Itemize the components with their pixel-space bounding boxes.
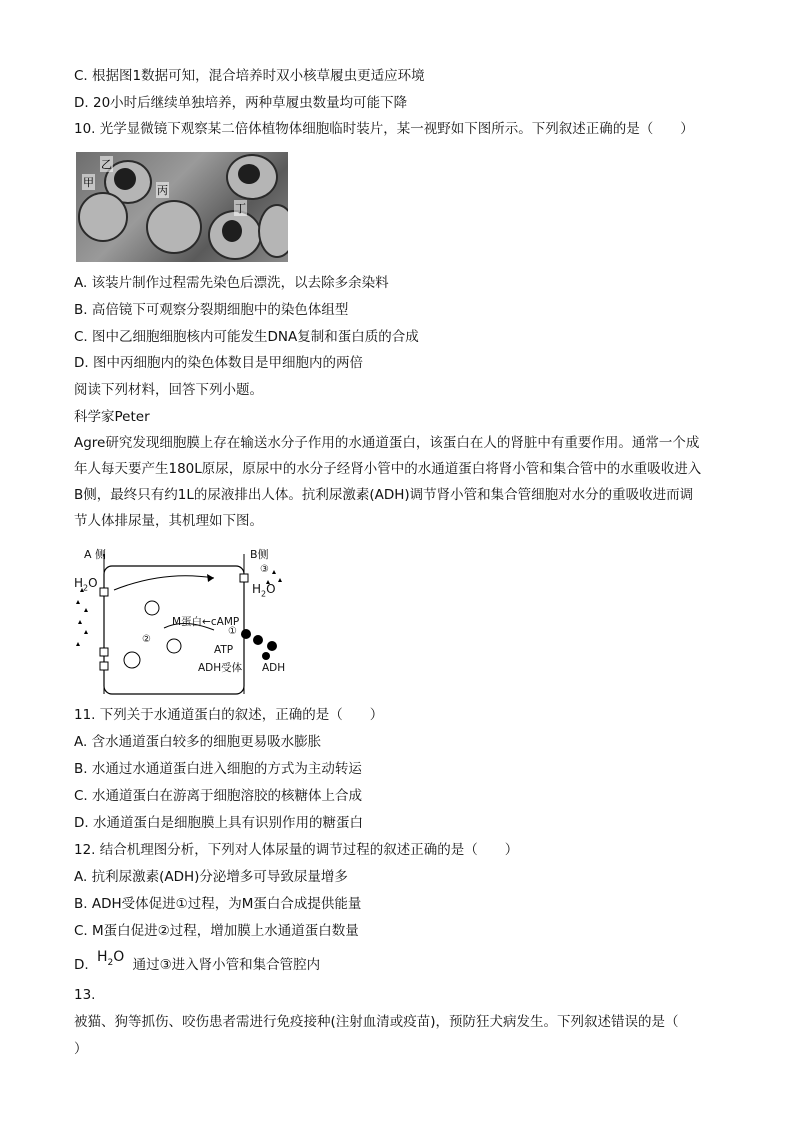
step1-label: ① [228, 626, 237, 637]
micrograph-figure [76, 152, 288, 262]
adh-mechanism-diagram [74, 548, 304, 698]
q9-option-c: C. 根据图1数据可知，混合培养时双小核草履虫更适应环境 [74, 68, 425, 84]
q11-option-a: A. 含水通道蛋白较多的细胞更易吸水膨胀 [74, 734, 322, 750]
adh-receptor-dot [241, 629, 251, 639]
m-protein-label: M蛋白←cAMP [172, 616, 240, 628]
adh-label: ADH [262, 662, 286, 674]
channel-a [100, 648, 108, 656]
q13-stem-end: ） [74, 1041, 88, 1057]
material-line: Agre研究发现细胞膜上存在输送水分子作用的水通道蛋白，该蛋白在人的肾脏中有重要作用。通常一个成 [74, 435, 700, 451]
vesicle [145, 601, 159, 615]
q11-option-c: C. 水通道蛋白在游离于细胞溶胶的核糖体上合成 [74, 788, 363, 804]
material-line: 节人体排尿量，其机理如下图。 [74, 513, 263, 529]
nucleus [222, 220, 242, 242]
arrow-head [207, 574, 214, 582]
cell [258, 204, 288, 258]
label-yi: 乙 [101, 158, 112, 171]
q10-option-a: A. 该装片制作过程需先染色后漂洗，以去除多余染料 [74, 275, 389, 291]
material-line: 年人每天要产生180L原尿，原尿中的水分子经肾小管中的水通道蛋白将肾小管和集合管中的水重吸收进入 [74, 461, 702, 477]
label-ding: 丁 [235, 202, 246, 215]
atp-label: ATP [214, 644, 234, 656]
h2o-formula: $H_2O$ [96, 949, 125, 968]
label-jia: 甲 [83, 176, 94, 189]
nucleus [238, 164, 260, 184]
water-arrow [114, 576, 214, 590]
q11-stem: 11. 下列关于水通道蛋白的叙述，正确的是（ ） [74, 707, 384, 723]
q12-option-d [74, 949, 321, 981]
q13-stem: 被猫、狗等抓伤、咬伤患者需进行免疫接种(注射血清或疫苗)，预防狂犬病发生。下列叙述错误的是（ [74, 1014, 679, 1030]
channel-a [100, 588, 108, 596]
label-bing: 丙 [157, 184, 168, 197]
q9-option-d: D. 20小时后继续单独培养，两种草履虫数量均可能下降 [74, 95, 408, 111]
nucleus [114, 168, 136, 190]
h2o-left-label: $H_2O$ [74, 576, 98, 593]
adh-receptor-label: ADH受体 [198, 662, 243, 674]
cell-jia [78, 192, 128, 242]
step3-label: ③ [260, 564, 269, 575]
option-text: 通过③进入肾小管和集合管腔内 [132, 957, 321, 973]
q12-option-c: C. M蛋白促进②过程，增加膜上水通道蛋白数量 [74, 923, 359, 939]
side-a-label: A 侧 [84, 548, 107, 561]
material-intro: 阅读下列材料，回答下列小题。 [74, 382, 263, 398]
q12-option-b: B. ADH受体促进①过程，为M蛋白合成提供能量 [74, 896, 362, 912]
cell [146, 200, 202, 254]
q12-option-a: A. 抗利尿激素(ADH)分泌增多可导致尿量增多 [74, 869, 348, 885]
q10-option-b: B. 高倍镜下可观察分裂期细胞中的染色体组型 [74, 302, 349, 318]
step2-label: ② [142, 634, 151, 645]
adh-dot [262, 652, 270, 660]
q12-stem: 12. 结合机理图分析，下列对人体尿量的调节过程的叙述正确的是（ ） [74, 842, 519, 858]
water-molecules [76, 588, 88, 646]
h2o-right-label: $H_2O$ [252, 582, 276, 599]
q11-option-d: D. 水通道蛋白是细胞膜上具有识别作用的糖蛋白 [74, 815, 363, 831]
adh-dot [267, 641, 277, 651]
vesicle [124, 652, 140, 668]
q10-option-d: D. 图中丙细胞内的染色体数目是甲细胞内的两倍 [74, 355, 363, 371]
q10-option-c: C. 图中乙细胞细胞核内可能发生DNA复制和蛋白质的合成 [74, 329, 419, 345]
material-passage [74, 404, 724, 534]
option-letter: D. [74, 957, 89, 973]
channel-a [100, 662, 108, 670]
q13-number: 13. [74, 987, 96, 1003]
vesicle [167, 639, 181, 653]
material-line: 科学家Peter [74, 409, 150, 425]
channel-b [240, 574, 248, 582]
adh-dot [253, 635, 263, 645]
material-line: B侧，最终只有约1L的尿液排出人体。抗利尿激素(ADH)调节肾小管和集合管细胞对水分的重吸收进而调 [74, 487, 694, 503]
side-b-label: B侧 [250, 548, 269, 561]
q10-stem: 10. 光学显微镜下观察某二倍体植物体细胞临时装片，某一视野如下图所示。下列叙述正确的是（ ） [74, 121, 694, 137]
q11-option-b: B. 水通过水通道蛋白进入细胞的方式为主动转运 [74, 761, 362, 777]
